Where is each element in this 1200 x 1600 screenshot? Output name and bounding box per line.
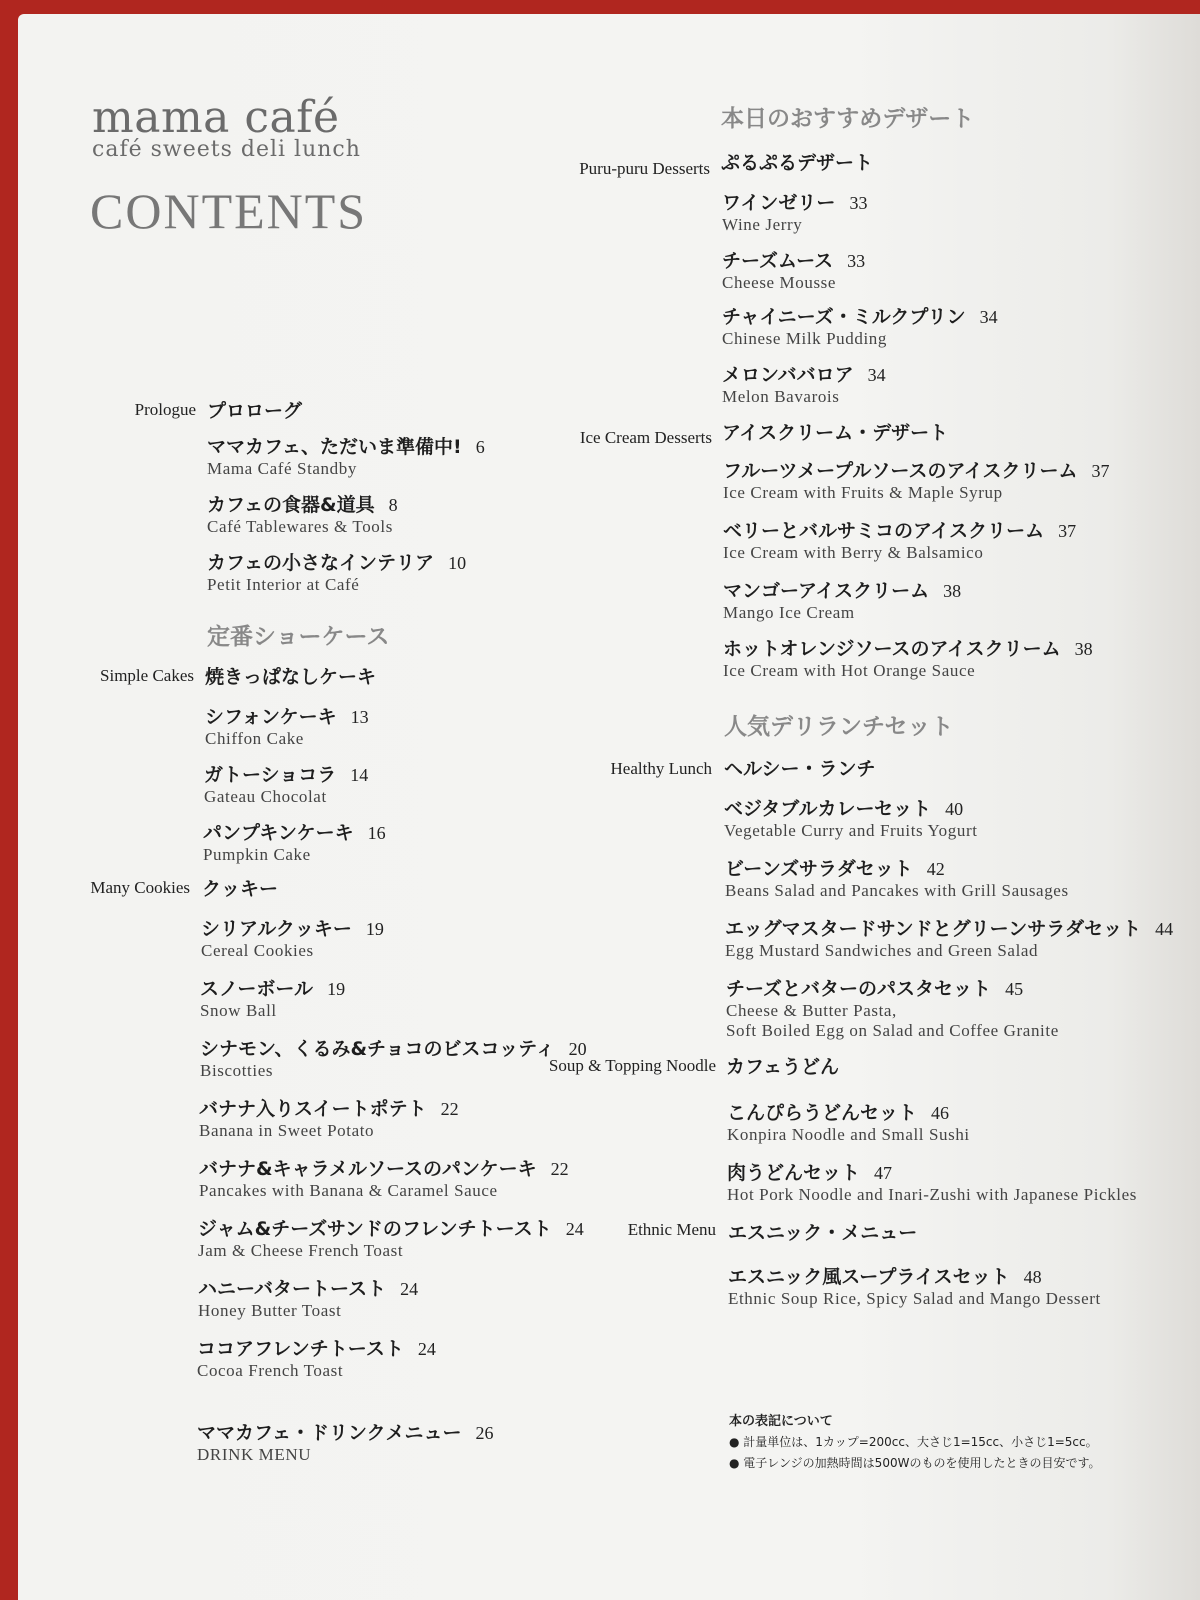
toc-entry[interactable]: ビーンズサラダセット 42 Beans Salad and Pancakes with Grill Sausages xyxy=(725,858,1069,900)
toc-entry[interactable]: シフォンケーキ 13 Chiffon Cake xyxy=(205,706,369,748)
category-prologue-jp: プロローグ xyxy=(207,400,303,422)
section-title-showcase: 定番ショーケース xyxy=(207,624,390,650)
toc-entry[interactable]: チャイニーズ・ミルクプリン 34 Chinese Milk Pudding xyxy=(722,306,998,348)
toc-entry[interactable]: ホットオレンジソースのアイスクリーム 38 Ice Cream with Hot Orange Sauce xyxy=(723,638,1093,680)
toc-entry[interactable]: シリアルクッキー 19 Cereal Cookies xyxy=(201,918,384,960)
toc-entry[interactable]: スノーボール 19 Snow Ball xyxy=(200,978,346,1020)
category-puru: Puru-puru Desserts xyxy=(579,159,710,178)
note-line: ● 計量単位は、1カップ=200cc、大さじ1=15cc、小さじ1=5cc。 xyxy=(729,1435,1098,1449)
toc-entry[interactable]: 肉うどんセット 47 Hot Pork Noodle and Inari-Zushi with Japanese Pickles xyxy=(727,1162,1137,1204)
category-ethnic-jp: エスニック・メニュー xyxy=(728,1222,918,1244)
toc-entry[interactable]: バナナ入りスイートポテト 22 Banana in Sweet Potato xyxy=(199,1098,459,1140)
toc-entry[interactable]: カフェの食器&道具 8 Café Tablewares & Tools xyxy=(207,494,398,536)
toc-entry[interactable]: ジャム&チーズサンドのフレンチトースト 24 Jam & Cheese French Toast xyxy=(198,1218,584,1260)
toc-entry[interactable]: エッグマスタードサンドとグリーンサラダセット 44 Egg Mustard Sandwiches and Green Salad xyxy=(725,918,1174,960)
toc-entry[interactable]: マンゴーアイスクリーム 38 Mango Ice Cream xyxy=(723,580,962,622)
category-healthy: Healthy Lunch xyxy=(610,759,712,778)
toc-entry[interactable]: ハニーバタートースト 24 Honey Butter Toast xyxy=(198,1278,419,1320)
toc-entry[interactable]: パンプキンケーキ 16 Pumpkin Cake xyxy=(203,822,386,864)
section-title-lunch: 人気デリランチセット xyxy=(724,714,954,740)
category-ethnic: Ethnic Menu xyxy=(627,1220,716,1239)
notes xyxy=(729,1410,1101,1471)
toc-entry[interactable]: ココアフレンチトースト 24 Cocoa French Toast xyxy=(197,1338,436,1380)
category-soup-jp: カフェうどん xyxy=(726,1056,840,1078)
toc-entry[interactable]: カフェの小さなインテリア 10 Petit Interior at Café xyxy=(207,552,467,594)
toc-entry[interactable]: ママカフェ、ただいま準備中! 6 Mama Café Standby xyxy=(207,436,485,478)
toc-entry[interactable]: エスニック風スープライスセット 48 Ethnic Soup Rice, Spicy Salad and Mango Dessert xyxy=(728,1266,1101,1308)
note-line: ● 電子レンジの加熱時間は500Wのものを使用したときの目安です。 xyxy=(729,1456,1101,1470)
toc-entry[interactable]: ベリーとバルサミコのアイスクリーム 37 Ice Cream with Berry & Balsamico xyxy=(723,520,1077,562)
toc-entry[interactable]: シナモン、くるみ&チョコのビスコッティ 20 Biscotties xyxy=(200,1038,587,1080)
category-simple-cakes-jp: 焼きっぱなしケーキ xyxy=(205,666,377,688)
category-many-cookies: Many Cookies xyxy=(90,878,190,897)
toc-entry-drink[interactable]: ママカフェ・ドリンクメニュー 26 DRINK MENU xyxy=(197,1422,494,1464)
brand xyxy=(92,92,361,162)
toc-entry[interactable]: フルーツメープルソースのアイスクリーム 37 Ice Cream with Fruits & Maple Syrup xyxy=(723,460,1110,502)
category-many-cookies-jp: クッキー xyxy=(202,878,279,900)
toc-entry[interactable]: バナナ&キャラメルソースのパンケーキ 22 Pancakes with Banana & Caramel Sauce xyxy=(199,1158,569,1200)
category-simple-cakes: Simple Cakes xyxy=(100,666,194,685)
category-prologue: Prologue xyxy=(134,400,196,419)
toc-entry[interactable]: ワインゼリー 33 Wine Jerry xyxy=(722,192,868,234)
brand-subtitle: café sweets deli lunch xyxy=(92,137,361,162)
category-ice-jp: アイスクリーム・デザート xyxy=(722,422,949,444)
category-healthy-jp: ヘルシー・ランチ xyxy=(724,758,876,780)
toc-entry[interactable]: チーズとバターのパスタセット 45 Cheese & Butter Pasta, Soft Boiled Egg on Salad and Coffee Granite xyxy=(726,978,1059,1040)
contents-title: CONTENTS xyxy=(90,183,368,239)
notes-title: 本の表記について xyxy=(729,1414,833,1429)
category-ice: Ice Cream Desserts xyxy=(579,428,712,447)
toc-entry[interactable]: ベジタブルカレーセット 40 Vegetable Curry and Fruits Yogurt xyxy=(724,798,978,840)
brand-title: mama café xyxy=(92,92,340,143)
toc-entry[interactable]: メロンババロア 34 Melon Bavarois xyxy=(722,364,886,406)
category-soup: Soup & Topping Noodle xyxy=(548,1056,716,1075)
category-puru-jp: ぷるぷるデザート xyxy=(721,152,874,174)
toc-entry[interactable]: チーズムース 33 Cheese Mousse xyxy=(722,250,866,292)
toc-entry[interactable]: ガトーショコラ 14 Gateau Chocolat xyxy=(204,764,369,806)
book-page xyxy=(18,14,1200,1600)
toc-entry[interactable]: こんぴらうどんセット 46 Konpira Noodle and Small Sushi xyxy=(727,1102,970,1144)
section-title-desserts: 本日のおすすめデザート xyxy=(721,106,975,132)
